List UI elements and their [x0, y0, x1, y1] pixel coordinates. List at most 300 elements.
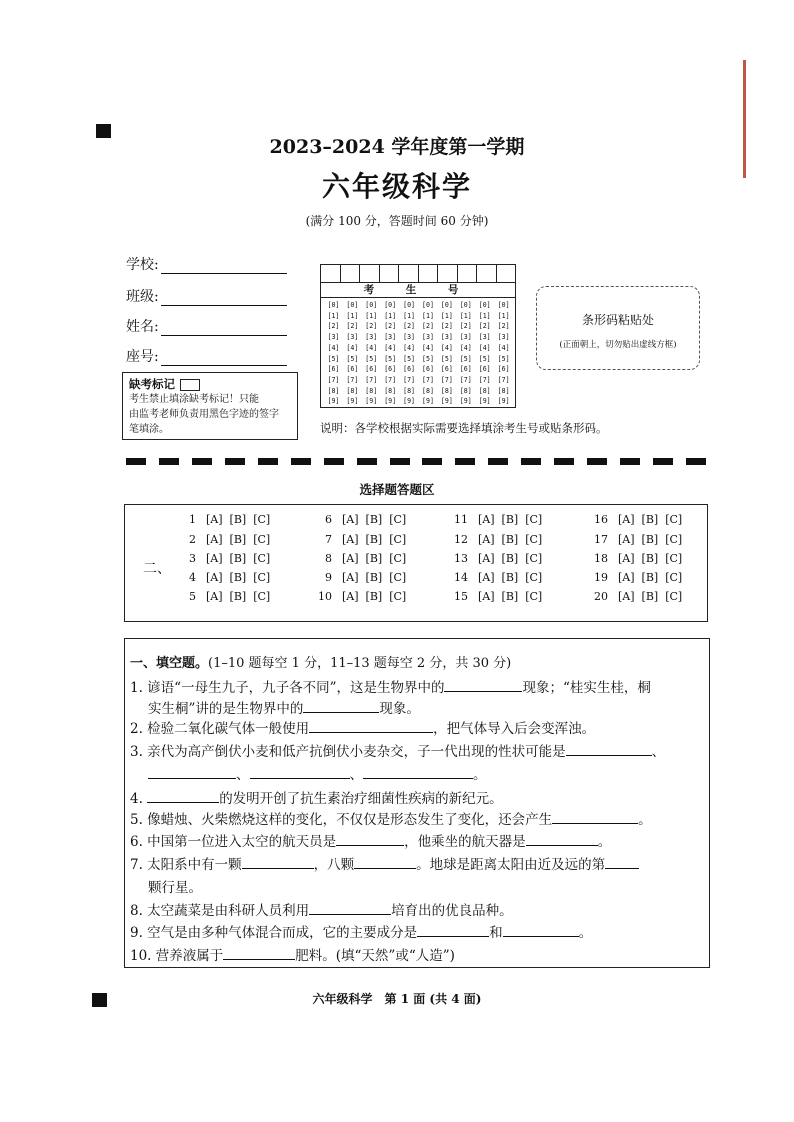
choice-option-bubble[interactable]: [C]: [525, 571, 543, 584]
seat-input-line[interactable]: [161, 349, 287, 366]
choice-question-number: 3: [189, 552, 196, 565]
question-6-text-b: ，他乘坐的航天器是: [404, 834, 526, 850]
question-8-text-a: 8. 太空蔬菜是由科研人员利用: [130, 903, 310, 919]
question-10: [130, 944, 455, 964]
choice-option-bubble[interactable]: [C]: [389, 513, 407, 526]
choice-option-bubble[interactable]: [C]: [389, 552, 407, 565]
answer-blank[interactable]: [148, 766, 236, 779]
exam-number-bubble[interactable]: [8]: [346, 386, 359, 395]
choice-option-bubble[interactable]: [B]: [501, 590, 519, 603]
choice-question-number: 17: [594, 533, 608, 546]
exam-number-bubble[interactable]: [6]: [422, 365, 434, 374]
exam-number-digit-cell[interactable]: [458, 265, 478, 282]
exam-number-bubble[interactable]: [3]: [478, 333, 491, 342]
term-title: 2023–2024 学年度第一学期: [269, 136, 525, 158]
exam-number-bubble[interactable]: [8]: [497, 386, 510, 395]
choice-question: [312, 552, 406, 565]
choice-option-bubble[interactable]: [B]: [501, 552, 519, 565]
choice-option-bubble[interactable]: [B]: [641, 571, 659, 584]
exam-number-bubble[interactable]: [2]: [478, 322, 491, 331]
exam-number-bubble[interactable]: [2]: [327, 322, 340, 331]
exam-number-bubble[interactable]: [9]: [403, 397, 416, 406]
exam-number-bubble[interactable]: [5]: [422, 354, 434, 363]
choice-question: [588, 533, 682, 546]
choice-option-bubble[interactable]: [B]: [229, 571, 247, 584]
exam-number-bubble[interactable]: [6]: [346, 365, 359, 374]
choice-question: [448, 571, 542, 584]
exam-number-bubble[interactable]: [8]: [384, 386, 397, 395]
exam-number-bubble[interactable]: [2]: [497, 322, 510, 331]
choice-option-bubble[interactable]: [B]: [365, 513, 383, 526]
tear-line-dash: [455, 458, 475, 465]
question-2-text-a: 2. 检验二氧化碳气体一般使用: [130, 721, 310, 737]
question-1-text-c: 实生桐”讲的是生物界中的: [148, 701, 304, 717]
question-1-text-a: 1. 谚语“一母生九子，九子各不同”，这是生物界中的: [130, 680, 445, 696]
exam-number-bubble[interactable]: [0]: [497, 301, 510, 309]
choice-option-bubble[interactable]: [C]: [665, 590, 683, 603]
exam-number-bubble[interactable]: [5]: [403, 354, 416, 363]
choice-option-bubble[interactable]: [B]: [365, 533, 383, 546]
exam-number-bubble[interactable]: [5]: [346, 354, 359, 363]
answer-blank[interactable]: [250, 766, 350, 779]
exam-number-bubble[interactable]: [1]: [346, 311, 359, 320]
tear-line-dash: [554, 458, 574, 465]
exam-number-bubble[interactable]: [3]: [346, 333, 359, 342]
answer-blank[interactable]: [503, 924, 579, 937]
choice-question-number: 20: [594, 590, 608, 603]
exam-number-bubble[interactable]: [4]: [459, 343, 472, 352]
exam-number-bubble[interactable]: [4]: [440, 343, 453, 352]
choice-option-bubble[interactable]: [A]: [342, 552, 359, 565]
exam-number-bubble[interactable]: [3]: [365, 333, 378, 342]
question-7-line-2: 颗行星。: [148, 880, 202, 896]
exam-number-bubble[interactable]: [0]: [422, 301, 434, 309]
choice-section-title: 选择题答题区: [359, 482, 435, 497]
choice-option-bubble[interactable]: [B]: [641, 513, 659, 526]
choice-option-bubble[interactable]: [C]: [665, 552, 683, 565]
name-input-line[interactable]: [161, 319, 287, 336]
question-8: [130, 899, 513, 919]
choice-option-bubble[interactable]: [C]: [253, 590, 271, 603]
answer-blank[interactable]: [552, 811, 638, 824]
choice-option-bubble[interactable]: [A]: [342, 571, 359, 584]
choice-question-number: 14: [454, 571, 468, 584]
tear-line-dash: [653, 458, 673, 465]
fill-in-heading-rest: (1–10 题每空 1 分，11–13 题每空 2 分，共 30 分): [208, 656, 512, 671]
question-10-text-b: 肥料。(填“天然”或“人造”): [295, 948, 455, 964]
exam-number-bubble[interactable]: [3]: [459, 333, 472, 342]
exam-number-bubble[interactable]: [3]: [422, 333, 434, 342]
barcode-area: [536, 286, 700, 370]
answer-blank[interactable]: [336, 833, 404, 846]
exam-number-bubble[interactable]: [7]: [365, 375, 378, 384]
exam-number-bubble[interactable]: [1]: [440, 311, 453, 320]
exam-number-digit-cell[interactable]: [419, 265, 439, 282]
page-footer: 六年级科学 第 1 面 (共 4 面): [312, 992, 482, 1006]
choice-option-bubble[interactable]: [C]: [665, 513, 683, 526]
choice-option-bubble[interactable]: [B]: [501, 533, 519, 546]
question-4: [130, 787, 503, 807]
choice-question: [448, 513, 542, 526]
question-7-text-c: 。地球是距离太阳由近及远的第: [416, 857, 606, 873]
exam-number-bubble[interactable]: [0]: [459, 301, 472, 309]
exam-number-bubble[interactable]: [0]: [478, 301, 491, 309]
absent-mark-instruction-1: 考生禁止填涂缺考标记！只能: [129, 394, 259, 405]
question-2: [130, 717, 595, 737]
choice-question: [448, 590, 542, 603]
choice-option-bubble[interactable]: [B]: [365, 590, 383, 603]
answer-blank[interactable]: [354, 856, 416, 869]
tear-line-dash: [686, 458, 706, 465]
exam-number-bubble[interactable]: [1]: [422, 311, 434, 320]
question-5-text-b: 。: [638, 812, 652, 828]
fill-in-heading-bold: 一、填空题。: [130, 656, 209, 671]
instruction-note: 说明：各学校根据实际需要选择填涂考生号或贴条形码。: [320, 421, 608, 435]
class-input-line[interactable]: [161, 289, 287, 306]
tear-line-dash: [587, 458, 607, 465]
choice-question-number: 6: [325, 513, 332, 526]
choice-question-number: 2: [189, 533, 196, 546]
exam-number-digit-cell[interactable]: [477, 265, 497, 282]
exam-number-bubble[interactable]: [8]: [459, 386, 472, 395]
exam-number-bubble[interactable]: [7]: [440, 375, 453, 384]
choice-option-bubble[interactable]: [A]: [342, 590, 359, 603]
exam-number-bubble[interactable]: [4]: [365, 343, 378, 352]
choice-question-number: 9: [325, 571, 332, 584]
exam-number-bubble[interactable]: [1]: [327, 311, 340, 320]
school-input-line[interactable]: [161, 257, 287, 274]
question-3-line-2: [148, 763, 487, 783]
choice-question-number: 15: [454, 590, 468, 603]
exam-number-bubble[interactable]: [2]: [346, 322, 359, 331]
exam-number-bubble[interactable]: [6]: [384, 365, 397, 374]
choice-question-number: 4: [189, 571, 196, 584]
question-9: [130, 921, 592, 941]
answer-blank[interactable]: [605, 856, 639, 869]
choice-option-bubble[interactable]: [C]: [253, 552, 271, 565]
choice-question: [176, 552, 270, 565]
exam-number-bubble[interactable]: [9]: [327, 397, 340, 406]
exam-number-bubble[interactable]: [7]: [346, 375, 359, 384]
exam-number-bubble[interactable]: [0]: [365, 301, 378, 309]
choice-question-number: 12: [454, 533, 468, 546]
exam-number-bubble[interactable]: [7]: [403, 375, 416, 384]
exam-number-bubble[interactable]: [7]: [422, 375, 434, 384]
question-4-number: 4.: [130, 791, 143, 807]
choice-option-bubble[interactable]: [B]: [365, 571, 383, 584]
exam-number-digit-cell[interactable]: [399, 265, 419, 282]
choice-question: [588, 571, 682, 584]
question-7-line-1: [130, 853, 639, 873]
choice-option-bubble[interactable]: [B]: [365, 552, 383, 565]
question-8-text-b: 培育出的优良品种。: [391, 903, 513, 919]
exam-number-bubble[interactable]: [0]: [403, 301, 416, 309]
choice-option-bubble[interactable]: [C]: [525, 590, 543, 603]
exam-number-bubble[interactable]: [3]: [497, 333, 510, 342]
tear-line-dash: [521, 458, 541, 465]
exam-number-column: [343, 300, 362, 407]
tear-line-dash: [258, 458, 278, 465]
answer-blank[interactable]: [566, 743, 652, 756]
choice-option-bubble[interactable]: [B]: [641, 552, 659, 565]
answer-blank[interactable]: [444, 679, 522, 692]
exam-number-digit-cell[interactable]: [380, 265, 400, 282]
answer-blank[interactable]: [309, 902, 391, 915]
exam-number-bubble[interactable]: [5]: [440, 354, 453, 363]
exam-number-digit-cell[interactable]: [341, 265, 361, 282]
answer-blank[interactable]: [417, 924, 489, 937]
question-9-text-c: 。: [578, 925, 593, 941]
choice-question-number: 11: [454, 513, 468, 526]
question-6: [130, 830, 611, 850]
exam-number-bubble[interactable]: [7]: [459, 375, 472, 384]
choice-question: [176, 513, 270, 526]
school-field: [126, 252, 287, 274]
exam-number-bubble[interactable]: [3]: [403, 333, 416, 342]
choice-option-bubble[interactable]: [A]: [206, 590, 223, 603]
exam-number-bubble[interactable]: [9]: [440, 397, 453, 406]
choice-question: [588, 513, 682, 526]
choice-option-bubble[interactable]: [A]: [618, 533, 635, 546]
exam-number-bubble[interactable]: [3]: [440, 333, 453, 342]
choice-section-number: 二、: [143, 561, 171, 577]
answer-blank[interactable]: [363, 766, 473, 779]
choice-option-bubble[interactable]: [B]: [229, 552, 247, 565]
choice-option-bubble[interactable]: [A]: [478, 590, 495, 603]
exam-number-bubble[interactable]: [2]: [365, 322, 378, 331]
choice-option-bubble[interactable]: [B]: [229, 513, 247, 526]
exam-number-bubble[interactable]: [5]: [478, 354, 491, 363]
choice-option-bubble[interactable]: [C]: [525, 533, 543, 546]
exam-number-column: [437, 300, 456, 407]
choice-option-bubble[interactable]: [A]: [342, 513, 359, 526]
choice-option-bubble[interactable]: [C]: [253, 571, 271, 584]
exam-number-write-row: [321, 265, 515, 283]
question-3-separator: 、: [349, 767, 363, 783]
choice-question-number: 16: [594, 513, 608, 526]
answer-blank[interactable]: [309, 720, 433, 733]
choice-option-bubble[interactable]: [A]: [478, 571, 495, 584]
exam-number-bubble[interactable]: [0]: [384, 301, 397, 309]
question-7-text-b: ，八颗: [313, 857, 355, 873]
exam-number-bubble[interactable]: [6]: [327, 365, 340, 374]
exam-number-bubble[interactable]: [1]: [403, 311, 416, 320]
choice-option-bubble[interactable]: [C]: [665, 571, 683, 584]
question-10-text-a: 10. 营养液属于: [130, 948, 224, 964]
question-1-text-d: 现象。: [379, 701, 420, 717]
choice-option-bubble[interactable]: [A]: [342, 533, 359, 546]
choice-question-number: 18: [594, 552, 608, 565]
exam-number-bubble[interactable]: [1]: [365, 311, 378, 320]
exam-number-bubble[interactable]: [3]: [384, 333, 397, 342]
exam-number-bubble[interactable]: [9]: [346, 397, 359, 406]
choice-option-bubble[interactable]: [A]: [206, 513, 223, 526]
exam-number-bubble[interactable]: [9]: [384, 397, 397, 406]
choice-option-bubble[interactable]: [C]: [389, 571, 407, 584]
exam-number-bubble[interactable]: [4]: [497, 343, 510, 352]
seat-label: 座号:: [126, 349, 159, 365]
answer-blank[interactable]: [303, 700, 379, 713]
question-3-end: 。: [473, 767, 487, 783]
answer-blank[interactable]: [147, 790, 219, 803]
exam-number-bubble[interactable]: [9]: [459, 397, 472, 406]
exam-number-bubble[interactable]: [7]: [497, 375, 510, 384]
exam-number-bubble[interactable]: [8]: [403, 386, 416, 395]
exam-number-bubble[interactable]: [2]: [440, 322, 453, 331]
exam-number-column: [419, 300, 438, 407]
exam-number-bubble[interactable]: [1]: [384, 311, 397, 320]
choice-option-bubble[interactable]: [A]: [206, 552, 223, 565]
choice-option-bubble[interactable]: [A]: [618, 552, 635, 565]
exam-number-bubble[interactable]: [8]: [365, 386, 378, 395]
choice-option-bubble[interactable]: [A]: [478, 552, 495, 565]
choice-option-bubble[interactable]: [C]: [253, 533, 271, 546]
question-4-text: 的发明开创了抗生素治疗细菌性疾病的新纪元。: [219, 791, 503, 807]
exam-number-bubble[interactable]: [5]: [365, 354, 378, 363]
exam-number-bubble[interactable]: [1]: [459, 311, 472, 320]
exam-number-bubble[interactable]: [9]: [478, 397, 491, 406]
choice-option-bubble[interactable]: [B]: [229, 533, 247, 546]
exam-number-bubble[interactable]: [8]: [422, 386, 434, 395]
exam-number-digit-cell[interactable]: [497, 265, 516, 282]
absent-mark-header: [129, 377, 291, 392]
choice-option-bubble[interactable]: [B]: [501, 513, 519, 526]
choice-question-number: 8: [325, 552, 332, 565]
absent-mark-checkbox[interactable]: [180, 379, 200, 391]
exam-number-column: [324, 300, 343, 407]
name-field: [126, 314, 287, 336]
exam-number-bubble[interactable]: [6]: [403, 365, 416, 374]
absent-mark-instruction-2: 由监考老师负责用黑色字迹的签字: [129, 409, 279, 420]
score-time-note: (满分 100 分，答题时间 60 分钟): [305, 214, 489, 228]
question-9-text-b: 和: [489, 925, 503, 941]
choice-option-bubble[interactable]: [A]: [206, 571, 223, 584]
question-3-separator: 、: [236, 767, 250, 783]
question-3-text-b: 、: [651, 744, 666, 760]
tear-line-dash: [422, 458, 442, 465]
exam-number-bubble[interactable]: [6]: [459, 365, 472, 374]
question-1-text-b: 现象；“桂实生桂，桐: [522, 680, 651, 696]
choice-option-bubble[interactable]: [A]: [618, 590, 635, 603]
choice-question: [312, 571, 406, 584]
exam-number-bubble[interactable]: [6]: [365, 365, 378, 374]
exam-number-digit-cell[interactable]: [321, 265, 341, 282]
exam-number-bubble[interactable]: [8]: [327, 386, 340, 395]
exam-number-bubble[interactable]: [5]: [459, 354, 472, 363]
choice-option-bubble[interactable]: [B]: [641, 590, 659, 603]
exam-number-bubble[interactable]: [7]: [384, 375, 397, 384]
tear-line-dash: [291, 458, 311, 465]
choice-question: [312, 513, 406, 526]
exam-number-title: 考 生 号: [321, 283, 515, 298]
choice-option-bubble[interactable]: [B]: [229, 590, 247, 603]
exam-number-bubble[interactable]: [6]: [478, 365, 491, 374]
choice-option-bubble[interactable]: [B]: [501, 571, 519, 584]
exam-number-column: [381, 300, 400, 407]
exam-number-bubble[interactable]: [4]: [384, 343, 397, 352]
name-label: 姓名:: [126, 319, 159, 335]
exam-number-bubble[interactable]: [7]: [327, 375, 340, 384]
exam-number-bubble[interactable]: [2]: [384, 322, 397, 331]
exam-number-bubble[interactable]: [9]: [497, 397, 510, 406]
exam-number-bubble[interactable]: [4]: [478, 343, 491, 352]
exam-number-column: [494, 300, 513, 407]
exam-number-bubble[interactable]: [5]: [384, 354, 397, 363]
exam-number-bubble[interactable]: [1]: [497, 311, 510, 320]
exam-number-bubble[interactable]: [3]: [327, 333, 340, 342]
choice-option-bubble[interactable]: [A]: [478, 513, 495, 526]
choice-question: [176, 533, 270, 546]
exam-number-bubble[interactable]: [4]: [403, 343, 416, 352]
exam-number-bubble[interactable]: [8]: [478, 386, 491, 395]
tear-line-dash: [357, 458, 377, 465]
exam-number-bubble[interactable]: [1]: [478, 311, 491, 320]
exam-number-grid: [320, 264, 516, 408]
question-3-text-a: 3. 亲代为高产倒伏小麦和低产抗倒伏小麦杂交，子一代出现的性状可能是: [130, 744, 566, 760]
choice-option-bubble[interactable]: [C]: [525, 513, 543, 526]
seat-field: [126, 344, 287, 366]
exam-number-bubble[interactable]: [5]: [497, 354, 510, 363]
choice-question: [176, 590, 270, 603]
subject-title: 六年级科学: [321, 170, 472, 203]
question-5: [130, 808, 652, 828]
exam-number-bubble[interactable]: [2]: [403, 322, 416, 331]
choice-question-number: 13: [454, 552, 468, 565]
tear-line-dash: [488, 458, 508, 465]
absent-mark-instruction-3: 笔填涂。: [129, 424, 169, 435]
exam-number-digit-cell[interactable]: [360, 265, 380, 282]
exam-number-bubble[interactable]: [0]: [327, 301, 340, 309]
choice-option-bubble[interactable]: [A]: [618, 513, 635, 526]
exam-number-bubble[interactable]: [0]: [440, 301, 453, 309]
exam-number-bubble[interactable]: [9]: [422, 397, 434, 406]
exam-number-bubble[interactable]: [6]: [497, 365, 510, 374]
exam-number-bubble[interactable]: [4]: [422, 343, 434, 352]
exam-number-bubble[interactable]: [4]: [346, 343, 359, 352]
exam-number-digit-cell[interactable]: [438, 265, 458, 282]
answer-blank[interactable]: [526, 833, 598, 846]
choice-option-bubble[interactable]: [A]: [478, 533, 495, 546]
absent-mark-box: [122, 372, 298, 440]
exam-number-bubbles: [321, 298, 515, 407]
choice-option-bubble[interactable]: [C]: [389, 590, 407, 603]
question-5-text-a: 5. 像蜡烛、火柴燃烧这样的变化，不仅仅是形态发生了变化，还会产生: [130, 812, 553, 828]
choice-option-bubble[interactable]: [C]: [253, 513, 271, 526]
exam-number-bubble[interactable]: [4]: [327, 343, 340, 352]
exam-number-bubble[interactable]: [6]: [440, 365, 453, 374]
answer-blank[interactable]: [223, 947, 295, 960]
exam-number-bubble[interactable]: [5]: [327, 354, 340, 363]
exam-number-bubble[interactable]: [8]: [440, 386, 453, 395]
tear-line-dash: [324, 458, 344, 465]
choice-option-bubble[interactable]: [C]: [389, 533, 407, 546]
choice-option-bubble[interactable]: [A]: [618, 571, 635, 584]
exam-number-bubble[interactable]: [2]: [459, 322, 472, 331]
fill-in-heading: [130, 652, 511, 671]
question-6-text-c: 。: [597, 834, 612, 850]
choice-option-bubble[interactable]: [B]: [641, 533, 659, 546]
choice-option-bubble[interactable]: [A]: [206, 533, 223, 546]
choice-option-bubble[interactable]: [C]: [665, 533, 683, 546]
answer-blank[interactable]: [242, 856, 314, 869]
exam-number-bubble[interactable]: [9]: [365, 397, 378, 406]
exam-number-bubble[interactable]: [7]: [478, 375, 491, 384]
exam-number-bubble[interactable]: [2]: [422, 322, 434, 331]
choice-question: [176, 571, 270, 584]
exam-number-bubble[interactable]: [0]: [346, 301, 359, 309]
choice-option-bubble[interactable]: [C]: [525, 552, 543, 565]
barcode-title: 条形码粘贴处: [581, 313, 654, 327]
